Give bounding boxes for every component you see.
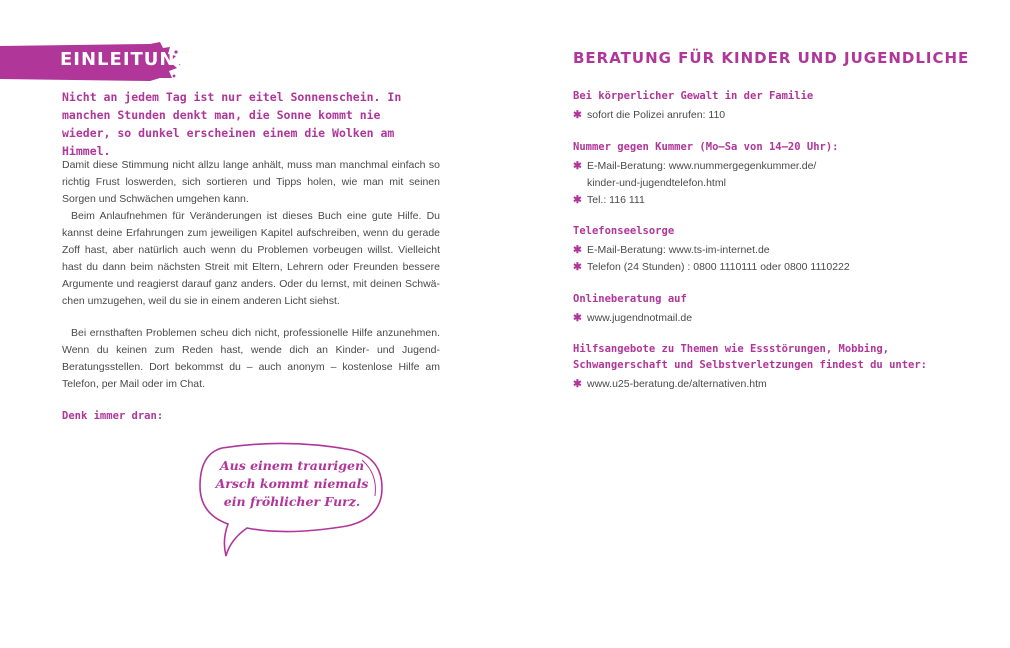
asterisk-icon: ✱ — [573, 160, 582, 172]
intro-text: Nicht an jedem Tag ist nur eitel Sonnenschein. In manchen Stunden denkt man, die Sonne kommt nie wieder, so dunkel erscheinen einem die Wolken am Himmel. — [62, 90, 402, 158]
section-title: Bei körperlicher Gewalt in der Familie — [573, 90, 814, 102]
section-title: Nummer gegen Kummer (Mo–Sa von 14–20 Uhr): — [573, 141, 839, 153]
paragraph-3: Bei ernsthaften Problemen scheu dich nicht, professionelle Hilfe anzunehmen. Wenn du keinen zum Reden hast, wende dich an Kinder- und Jugend-Beratungsstellen. Dort bekommst du – auch anonym – kostenlose Hilfe am Telefon, per Mail oder im Chat. — [62, 327, 440, 390]
list-item — [573, 158, 973, 192]
asterisk-icon: ✱ — [573, 244, 582, 256]
list-item: ✱ Tel.: 116 111 — [573, 192, 973, 209]
paragraph-2: Beim Anlaufnehmen für Veränderungen ist dieses Buch eine gute Hilfe. Du kannst deine Erfahrungen zum jeweiligen Kapitel aufschreiben, wenn du gerade Zoff hast, aber natürlich auch wenn du Problemen vorbeugen willst. Vielleicht hast du dann beim nächsten Streit mit Eltern, Lehrern oder Freunden bessere Argumente und reagierst darauf ganz anders. Oder du lernst, mit deinen Schwächen umzugehen, weil du sie in einem anderen Licht siehst. — [62, 210, 440, 307]
web-link[interactable]: www.jugendnotmail.de — [587, 312, 693, 324]
speech-bubble — [192, 440, 387, 558]
asterisk-icon: ✱ — [573, 378, 582, 390]
bubble-line-3: ein fröhlicher Furz. — [223, 494, 361, 509]
section-online — [573, 291, 973, 327]
asterisk-icon: ✱ — [573, 109, 582, 121]
email-link[interactable]: E-Mail-Beratung: www.ts-im-internet.de — [587, 244, 770, 256]
section-title: Telefonseelsorge — [573, 225, 675, 237]
list-item: ✱ Telefon (24 Stunden) : 0800 1110111 oder 0800 1110222 — [573, 259, 973, 276]
asterisk-icon: ✱ — [573, 194, 582, 206]
asterisk-icon: ✱ — [573, 312, 582, 324]
heading-banner — [0, 42, 192, 82]
list-item — [573, 242, 973, 259]
bubble-line-2: Arsch kommt niemals — [215, 476, 369, 491]
right-heading: BERATUNG FÜR KINDER UND JUGENDLICHE — [573, 49, 970, 67]
section-title: Onlineberatung auf — [573, 293, 687, 305]
section-hilfsangebote — [573, 341, 973, 393]
section-telefonseelsorge — [573, 223, 973, 276]
page-heading: EINLEITUNG — [60, 49, 192, 70]
section-title: Hilfsangebote zu Themen wie Essstörungen, Mobbing, — [573, 343, 890, 355]
section-title-continued: Schwangerschaft und Selbstverletzungen findest du unter: — [573, 359, 928, 371]
bubble-line-1: Aus einem traurigen — [219, 458, 365, 473]
remember-label: Denk immer dran: — [62, 410, 164, 422]
list-item — [573, 376, 973, 393]
section-kummer — [573, 139, 973, 209]
right-page — [505, 0, 1010, 648]
bubble-quote — [212, 457, 372, 511]
list-item — [573, 310, 973, 327]
list-item: ✱ sofort die Polizei anrufen: 110 — [573, 107, 973, 124]
email-link-continued[interactable]: kinder-und-jugendtelefon.html — [587, 177, 726, 189]
asterisk-icon: ✱ — [573, 261, 582, 273]
section-violence — [573, 88, 973, 124]
web-link[interactable]: www.u25-beratung.de/alternativen.htm — [587, 378, 767, 390]
email-link[interactable]: E-Mail-Beratung: www.nummergegenkummer.de/ — [587, 160, 817, 172]
paragraph-1: Damit diese Stimmung nicht allzu lange anhält, muss man manchmal einfach so richtig Frust loswerden, sich sortieren und Tipps holen, wie man mit seinen Sorgen und Schwächen umgehen kann. — [62, 159, 440, 205]
